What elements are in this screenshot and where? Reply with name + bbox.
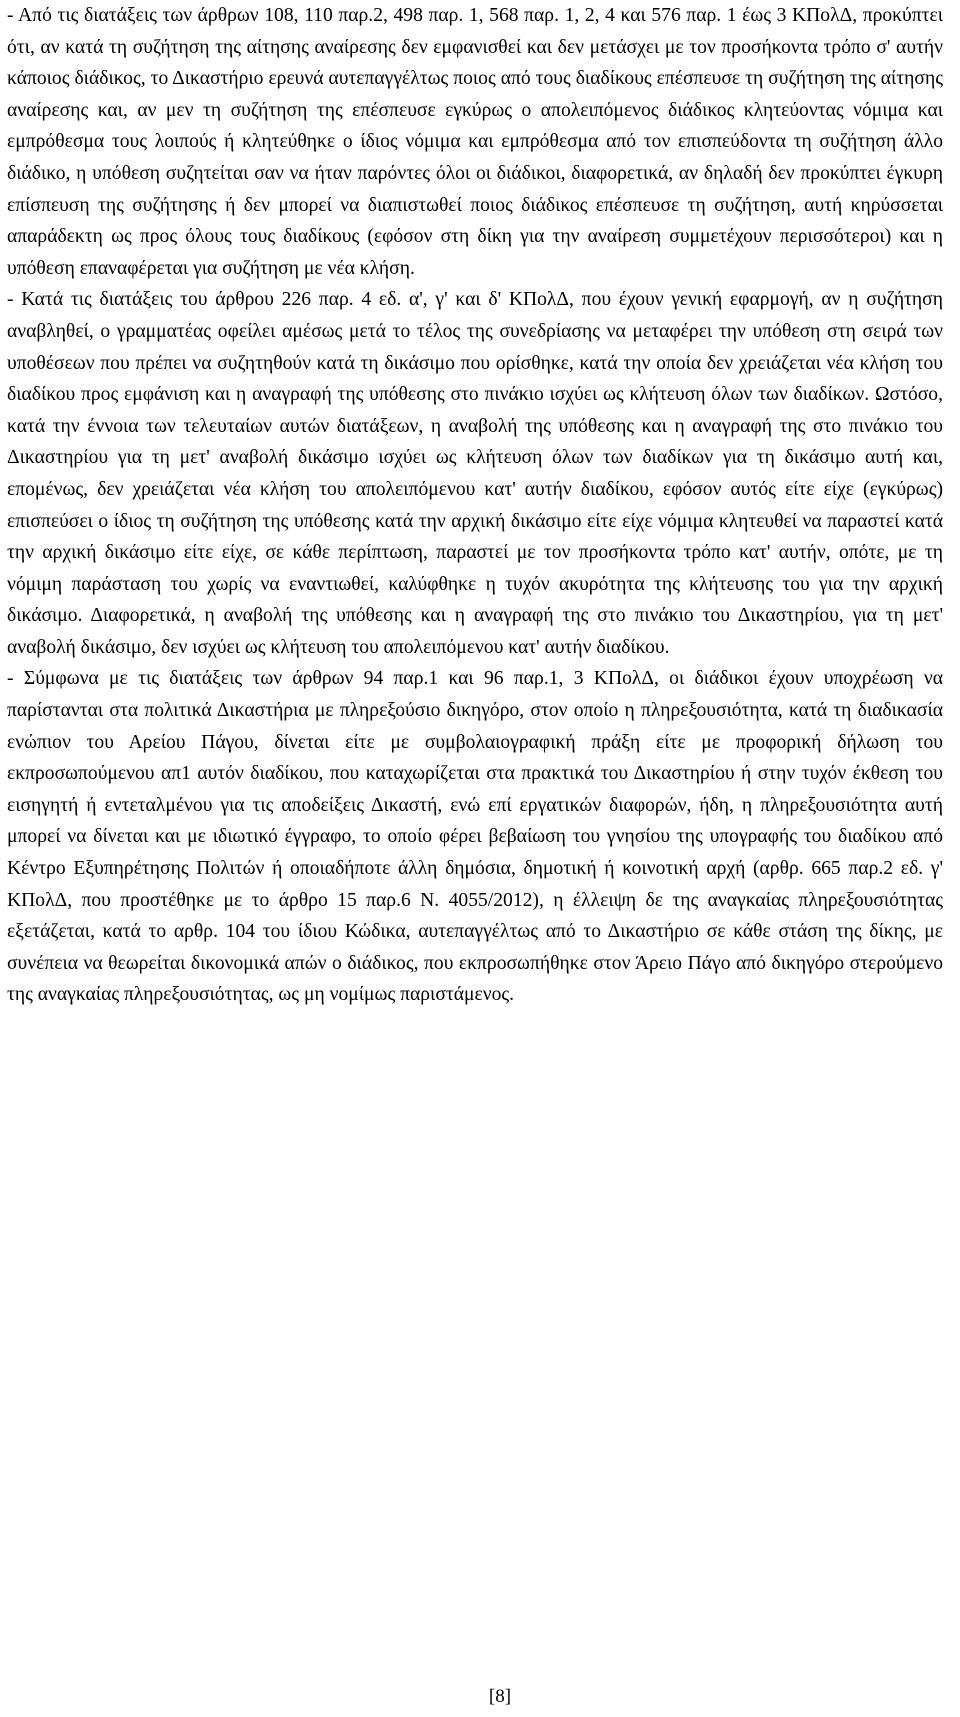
page-number: [8] — [488, 1686, 512, 1707]
paragraph-power-of-attorney-rules: - Σύμφωνα με τις διατάξεις των άρθρων 94 παρ.1 και 96 παρ.1, 3 ΚΠολΔ, οι διάδικοι έχουν υποχρέωση να παρίστανται στα πολιτικά Δικαστήρια με πληρεξούσιο δικηγόρο, στον οποίο η πληρεξουσιότητα, κατά τη διαδικασία ενώπιον του Αρείου Πάγου, δίνεται είτε με συμβολαιογραφική πράξη είτε με προφορική δήλωση του εκπροσωπούμενου απ1 αυτόν διαδίκου, που καταχωρίζεται στα πρακτικά του Δικαστηρίου ή στην τυχόν έκθεση του εισηγητή ή εντεταλμένου για τις αποδείξεις Δικαστή, ενώ επί εργατικών διαφορών, ήδη, η πληρεξουσιότητα αυτή μπορεί να δίνεται και με ιδιωτικό έγγραφο, το οποίο φέρει βεβαίωση του γνησίου της υπογραφής του διαδίκου από Κέντρο Εξυπηρέτησης Πολιτών ή οποιαδήποτε άλλη δημόσια, δημοτική ή κοινοτική αρχή (αρθρ. 665 παρ.2 εδ. γ' ΚΠολΔ, που προστέθηκε με το άρθρο 15 παρ.6 Ν. 4055/2012), η έλλειψη δε της αναγκαίας πληρεξουσιότητας εξετάζεται, κατά το αρθρ. 104 του ίδιου Κώδικα, αυτεπαγγέλτως από το Δικαστήριο σε κάθε στάση της δίκης, με συνέπεια να θεωρείται δικονομικά απών ο διάδικος, που εκπροσωπήθηκε στον Άρειο Πάγο από δικηγόρο στερούμενο της αναγκαίας πληρεξουσιότητας, ως μη νομίμως παριστάμενος. — [7, 668, 943, 1006]
paragraph-attendance-rules: - Από τις διατάξεις των άρθρων 108, 110 παρ.2, 498 παρ. 1, 568 παρ. 1, 2, 4 και 576 παρ. 1 έως 3 ΚΠολΔ, προκύπτει ότι, αν κατά τη συζήτηση της αίτησης αναίρεσης δεν εμφανισθεί και δεν μετάσχει με τον προσήκοντα τρόπο σ' αυτήν κάποιος διάδικος, το Δικαστήριο ερευνά αυτεπαγγέλτως ποιος από τους διαδίκους επέσπευσε τη συζήτηση της αίτησης αναίρεσης και, αν μεν τη συζήτηση της επέσπευσε εγκύρως ο απολειπόμενος διάδικος κλητεύοντας νόμιμα και εμπρόθεσμα τους λοιπούς ή κλητεύθηκε ο ίδιος νόμιμα και εμπρόθεσμα από τον επισπεύδοντα τη συζήτηση άλλο διάδικο, η υπόθεση συζητείται σαν να ήταν παρόντες όλοι οι διάδικοι, διαφορετικά, αν δηλαδή δεν προκύπτει έγκυρη επίσπευση της συζήτησης ή δεν μπορεί να διαπιστωθεί ποιος διάδικος επέσπευσε τη συζήτηση, αυτή κηρύσσεται απαράδεκτη ως προς όλους τους διαδίκους (εφόσον στη δίκη για την αναίρεση συμμετέχουν περισσότεροι) και η υπόθεση επαναφέρεται για συζήτηση με νέα κλήση. — [7, 5, 943, 279]
paragraph-adjournment-rules: - Κατά τις διατάξεις του άρθρου 226 παρ. 4 εδ. α', γ' και δ' ΚΠολΔ, που έχουν γενική εφαρμογή, αν η συζήτηση αναβληθεί, ο γραμματέας οφείλει αμέσως μετά το τέλος της συνεδρίασης να μεταφέρει την υπόθεση στη σειρά των υποθέσεων που πρέπει να συζητηθούν κατά τη δικάσιμο που ορίσθηκε, κατά την οποία δεν χρειάζεται νέα κλήση του διαδίκου προς εμφάνιση και η αναγραφή της υπόθεσης στο πινάκιο ισχύει ως κλήτευση όλων των διαδίκων. Ωστόσο, κατά την έννοια των τελευταίων αυτών διατάξεων, η αναβολή της υπόθεσης και η αναγραφή της στο πινάκιο του Δικαστηρίου για τη μετ' αναβολή δικάσιμο ισχύει ως κλήτευση όλων των διαδίκων για τη δικάσιμο αυτή και, επομένως, δεν χρειάζεται νέα κλήση του απολειπόμενου κατ' αυτήν διαδίκου, εφόσον αυτός είτε είχε (εγκύρως) επισπεύσει ο ίδιος τη συζήτηση της υπόθεσης κατά την αρχική δικάσιμο είτε είχε νόμιμα κλητευθεί να παραστεί κατά την αρχική δικάσιμο είτε είχε, σε κάθε περίπτωση, παραστεί με τον προσήκοντα τρόπο κατ' αυτήν, οπότε, με τη νόμιμη παράσταση του χωρίς να εναντιωθεί, καλύφθηκε η τυχόν ακυρότητα της κλήτευσης του για την αρχική δικάσιμο. Διαφορετικά, η αναβολή της υπόθεσης και η αναγραφή της στο πινάκιο του Δικαστηρίου, για τη μετ' αναβολή δικάσιμο, δεν ισχύει ως κλήτευση του απολειπόμενου κατ' αυτήν διαδίκου. — [7, 289, 943, 658]
document-body — [7, 0, 943, 1011]
